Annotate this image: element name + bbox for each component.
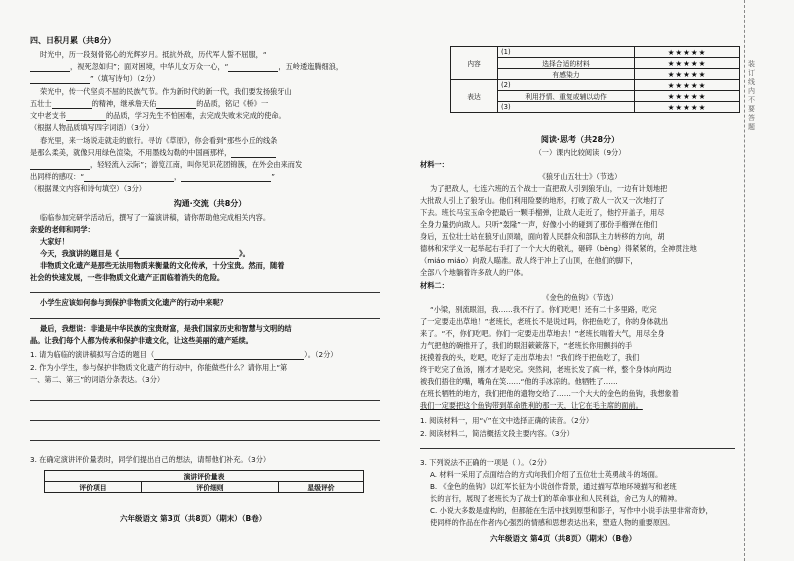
- passage-line: 被我们捂住的嘴，嘴角在笑……“他的手冰凉的。他牺牲了……: [420, 377, 618, 386]
- table-title: 演讲评价量表: [45, 471, 364, 482]
- option-d[interactable]: 使同样的作品在作者内心强烈的情感和思想表达出来，塑造人物的重要原因。: [430, 518, 675, 527]
- s4-line: 文中老支书 的品质，学习先生不怕困难，去完成失败未完成的使命。: [30, 111, 286, 120]
- s5-line: 今天，我演讲的题目是《 》。: [40, 249, 250, 258]
- material-2-title: 《金色的鱼钩》（节选）: [542, 293, 618, 302]
- s5-line: 晶。让我们每个人都为传承和保护非遗文化，让这些美丽的遗产延续。: [30, 336, 253, 345]
- reading-question-3: 3. 下列说法不正确的一项是（ ）。（2分）: [420, 458, 551, 467]
- s5-line: 大家好！: [40, 237, 69, 246]
- passage-line: 在班长牺牲的地方，我们把他的遗物交给了……一个大大的金色的鱼钩，我想象着: [420, 389, 679, 398]
- binding-fold-line: [744, 0, 746, 561]
- question-2: 一、第二、第三”的词语分条表达。（3分）: [30, 375, 165, 384]
- passage-line: （miáo miáo）向敌人瞄准。敌人终于冲上了山顶，在他们的脚下，: [420, 256, 638, 265]
- s4-line: ，轻轻流入云际”；游览江南，叫你见识花团锦簇，在外会由来而发: [30, 160, 302, 170]
- material-1-label: 材料一：: [420, 160, 449, 169]
- passage-line: 身后，五位壮士站在狼牙山顶端，面向着人民群众和部队主力转移的方向，胡: [420, 232, 665, 241]
- answer-line[interactable]: [30, 420, 380, 421]
- table-header: 评价细则: [142, 482, 279, 493]
- blank[interactable]: [154, 351, 304, 360]
- blank[interactable]: [228, 63, 278, 72]
- s4-line: 五壮士 的精神，继承詹天佑 的品质，铭记《桥》一: [30, 99, 269, 108]
- option-a[interactable]: A. 材料一采用了点面结合的方式向我们介绍了五位壮士英勇战斗的场面。: [430, 470, 663, 479]
- blank[interactable]: [181, 173, 271, 182]
- blank[interactable]: [66, 112, 106, 121]
- s5-line: 社会的快速发展，一些非物质文化遗产正面临着消失的危险。: [30, 273, 225, 282]
- blank[interactable]: [156, 100, 196, 109]
- right-page: [420, 0, 738, 561]
- s4-note: （根据人物品质填写四字词语）（3分）: [30, 123, 154, 132]
- s4-line: ，视死忽如归”；面对困境，中华儿女万众一心，“ ，五岭逶迤腾细浪，: [30, 62, 343, 72]
- material-2-label: 材料二：: [420, 281, 449, 290]
- passage-line: 我们一定要把这个鱼钩带到革命胜利的那一天，让它在毛主席的面前。: [420, 401, 643, 410]
- rubric-label: 内容: [451, 47, 498, 80]
- blank[interactable]: [119, 250, 239, 259]
- s5-line: 临临参加完研学活动后，撰写了一篇演讲稿，请你帮助他完成相关内容。: [40, 213, 271, 222]
- left-page: [30, 0, 390, 561]
- passage-line: 来了。“不，你们吃吧。你们一定要走出草地去！”老班长喘着大气，用尽全身: [420, 329, 665, 338]
- page-footer: 六年级语文 第4页（共8页）（期末）（B卷）: [490, 534, 637, 543]
- rubric-item[interactable]: (2): [498, 80, 635, 91]
- s4-line: 荣光中，传一代坚贞不屈的民族气节。作为新时代的新一代，我们要发扬狼牙山: [40, 87, 292, 96]
- passage-line: 下去。班长马宝玉命令把最后一颗手榴弹，让敌人走近了，他拧开盖子，用尽: [420, 208, 665, 217]
- rubric-item: 有感染力: [498, 69, 635, 80]
- s5-line: 最后，我想说：非遗是中华民族的宝贵财富，是我们国家历史和智慧与文明的结: [40, 324, 292, 333]
- blank[interactable]: [30, 63, 70, 72]
- passage-line: “小梁，别流眼泪，我……我不行了。你们吃吧！还有二十多里路，吃完: [430, 305, 657, 314]
- passage-line: 抚摸着我的头，吃吧，吃好了走出草地去！”我们终于把鱼吃了，我们: [420, 353, 640, 362]
- reading-subtitle: （一）课内比较阅读（9分）: [534, 148, 626, 157]
- blank[interactable]: [231, 149, 276, 158]
- blank[interactable]: [52, 100, 92, 109]
- s5-line: 非物质文化遗产是那些无法用物质来衡量的文化传承，十分宝贵。然而，随着: [40, 261, 285, 270]
- passage-line: 大批敌人引上了狼牙山。他们利用险要的地形，打败了敌人一次又一次地打了: [420, 196, 665, 205]
- s4-line: 是那么柔美，就像只用绿色渲染，不用墨线勾勒的中国画那样，: [30, 148, 276, 158]
- passage-line: 了一定要走出草地！”老班长，老班长不是说过吗，你把鱼吃了，你的身体就出: [420, 317, 669, 326]
- answer-line[interactable]: [30, 292, 380, 293]
- table-header: 评价项目: [45, 482, 142, 493]
- answer-line[interactable]: [420, 448, 735, 449]
- star-rating: ★★★★★: [635, 47, 740, 58]
- passage-line: 为了把敌人，七连六班的五个战士一直把敌人引到狼牙山，一边有计划地把: [430, 184, 668, 193]
- s4-line: 出同样的感叹：“ ， ”: [30, 172, 275, 181]
- passage-line: 德林和宋学义一起举起右手打了一个大大的敬礼，砸碎（bèng）得紧紧的，全神贯注地: [420, 244, 697, 253]
- evaluation-table: [44, 470, 364, 493]
- rubric-item: 选择合适的材料: [498, 58, 635, 69]
- table-header: 星级评价: [279, 482, 364, 493]
- answer-line[interactable]: [30, 400, 380, 401]
- s4-line: ”（填写诗句）（2分）: [30, 74, 159, 84]
- blank[interactable]: [30, 161, 90, 170]
- passage-line: 全身力量扔向敌人。只听“轰隆”一声，好像小小的碰到了那份手榴弹在他们: [420, 220, 658, 229]
- passage-line: 全部八个地躺着许多敌人的尸体。: [420, 268, 528, 277]
- reading-question-1: 1. 阅读材料一，用“√”在文中选择正确的读音。（2分）: [420, 416, 594, 425]
- reading-question-2: 2. 阅读材料二，简洁概括文段主要内容。（3分）: [420, 429, 574, 438]
- star-rating: ★★★★★: [635, 91, 740, 102]
- option-b[interactable]: B. 《金色的鱼钩》以红军长征为小说创作背景，通过描写草地环境描写和老班: [430, 482, 677, 491]
- option-c[interactable]: C. 小说大多数是虚构的，但都能在生活中找到原型和影子，写作中小说手法里非常奇妙，: [430, 506, 713, 515]
- star-rating: ★★★★★: [635, 58, 740, 69]
- rubric-item[interactable]: (3): [498, 102, 635, 113]
- binding-note: 装订线内不要答题: [748, 60, 755, 131]
- passage-line: 力气把他的碗推开了，我们的眼泪簌簌落下，“老班长你用颤抖的手: [420, 341, 633, 350]
- answer-line[interactable]: [30, 440, 380, 441]
- section-4-title: 四、日积月累（共8分）: [30, 36, 116, 45]
- rubric-label: 表达: [451, 80, 498, 113]
- material-1-title: 《狼牙山五壮士》（节选）: [538, 172, 622, 181]
- blank[interactable]: [30, 75, 90, 84]
- star-rating: ★★★★★: [635, 69, 740, 80]
- s4-note: （根据课文内容和诗句填空）（3分）: [30, 184, 146, 193]
- option-b-cont: 长的言行，展现了老班长为了战士们的革命事业和人民利益，舍己为人的精神。: [430, 494, 682, 503]
- passage-line: 终于吃完了鱼汤，刚才才是吃完。突然间，老班长发了疯一样，整个身体向两边: [420, 365, 672, 374]
- answer-line[interactable]: [30, 318, 380, 319]
- rubric-item[interactable]: (1): [498, 47, 635, 58]
- question-1: 1. 请为临临的演讲稿拟写合适的题目（ ）。（2分）: [30, 350, 338, 359]
- reading-title: 阅读·思考（共28分）: [540, 135, 620, 144]
- star-rating: ★★★★★: [635, 102, 740, 113]
- question-3: 3. 在确定演讲评价量表时，同学们提出自己的想法，请帮他们补充。（3分）: [30, 455, 271, 464]
- s5-line: 小学生应该如何参与到保护非物质文化遗产的行动中来呢？: [40, 298, 227, 307]
- rubric-item: 利用抒情、重复或辅以动作: [498, 91, 635, 102]
- s4-line: 时光中，历一段刻骨铭心的光辉岁月。抵抗外敌，历代军人誓不屈服，“: [40, 50, 267, 59]
- question-2: 2. 作为小学生，参与保护非物质文化遗产的行动中，你能做些什么？请你用上“第: [30, 363, 288, 372]
- blank[interactable]: [84, 173, 174, 182]
- rubric-table: [450, 46, 740, 113]
- page-footer: 六年级语文 第3页（共8页）（期末）（B卷）: [120, 514, 267, 523]
- s5-line: 亲爱的老师和同学：: [30, 225, 95, 234]
- star-rating: ★★★★★: [635, 80, 740, 91]
- s4-line: 春光里，来一场说走就走的旅行。寻访《草原》，你会看到“那些小丘的线条: [40, 136, 278, 145]
- section-5-title: 沟通·交流（共8分）: [173, 199, 247, 208]
